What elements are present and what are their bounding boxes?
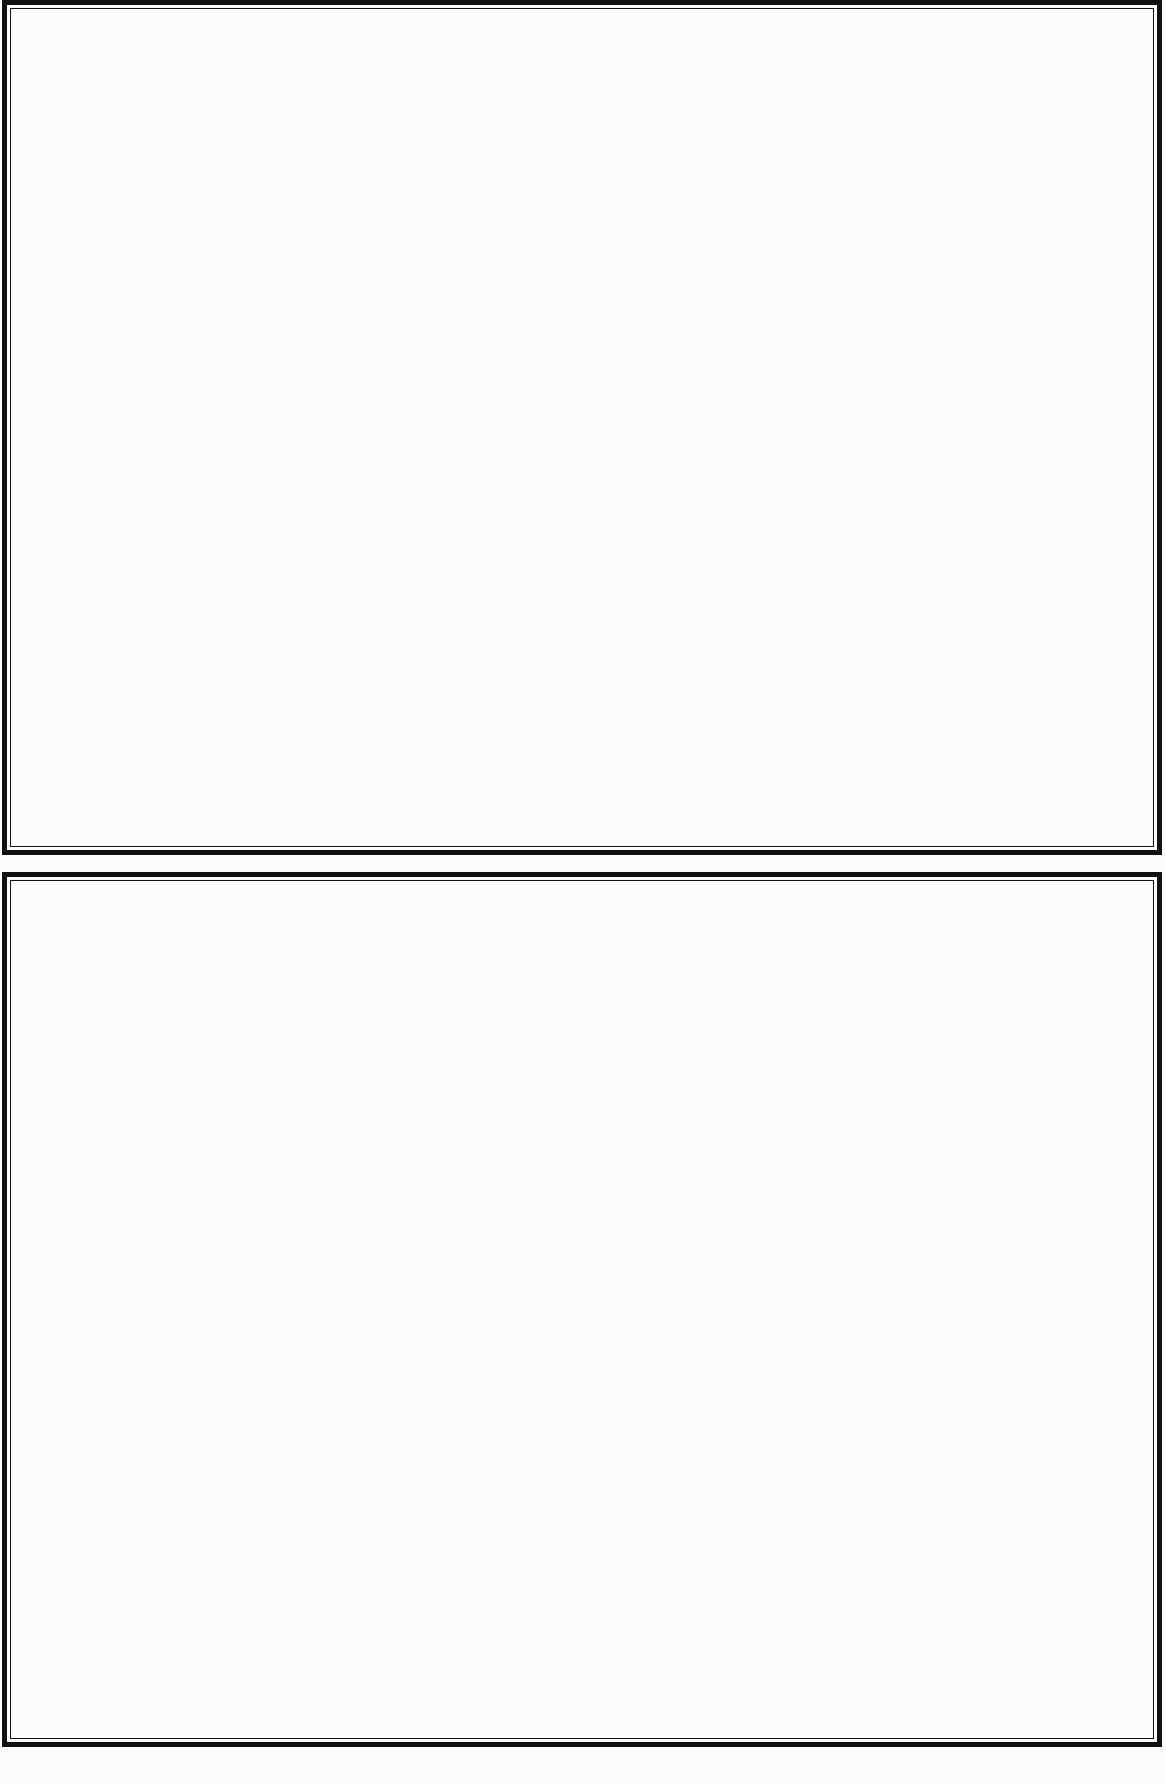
top-page-columns (13, 11, 1151, 844)
bottom-page-columns (13, 883, 1151, 1736)
top-page (2, 0, 1162, 855)
bottom-page (2, 872, 1162, 1747)
